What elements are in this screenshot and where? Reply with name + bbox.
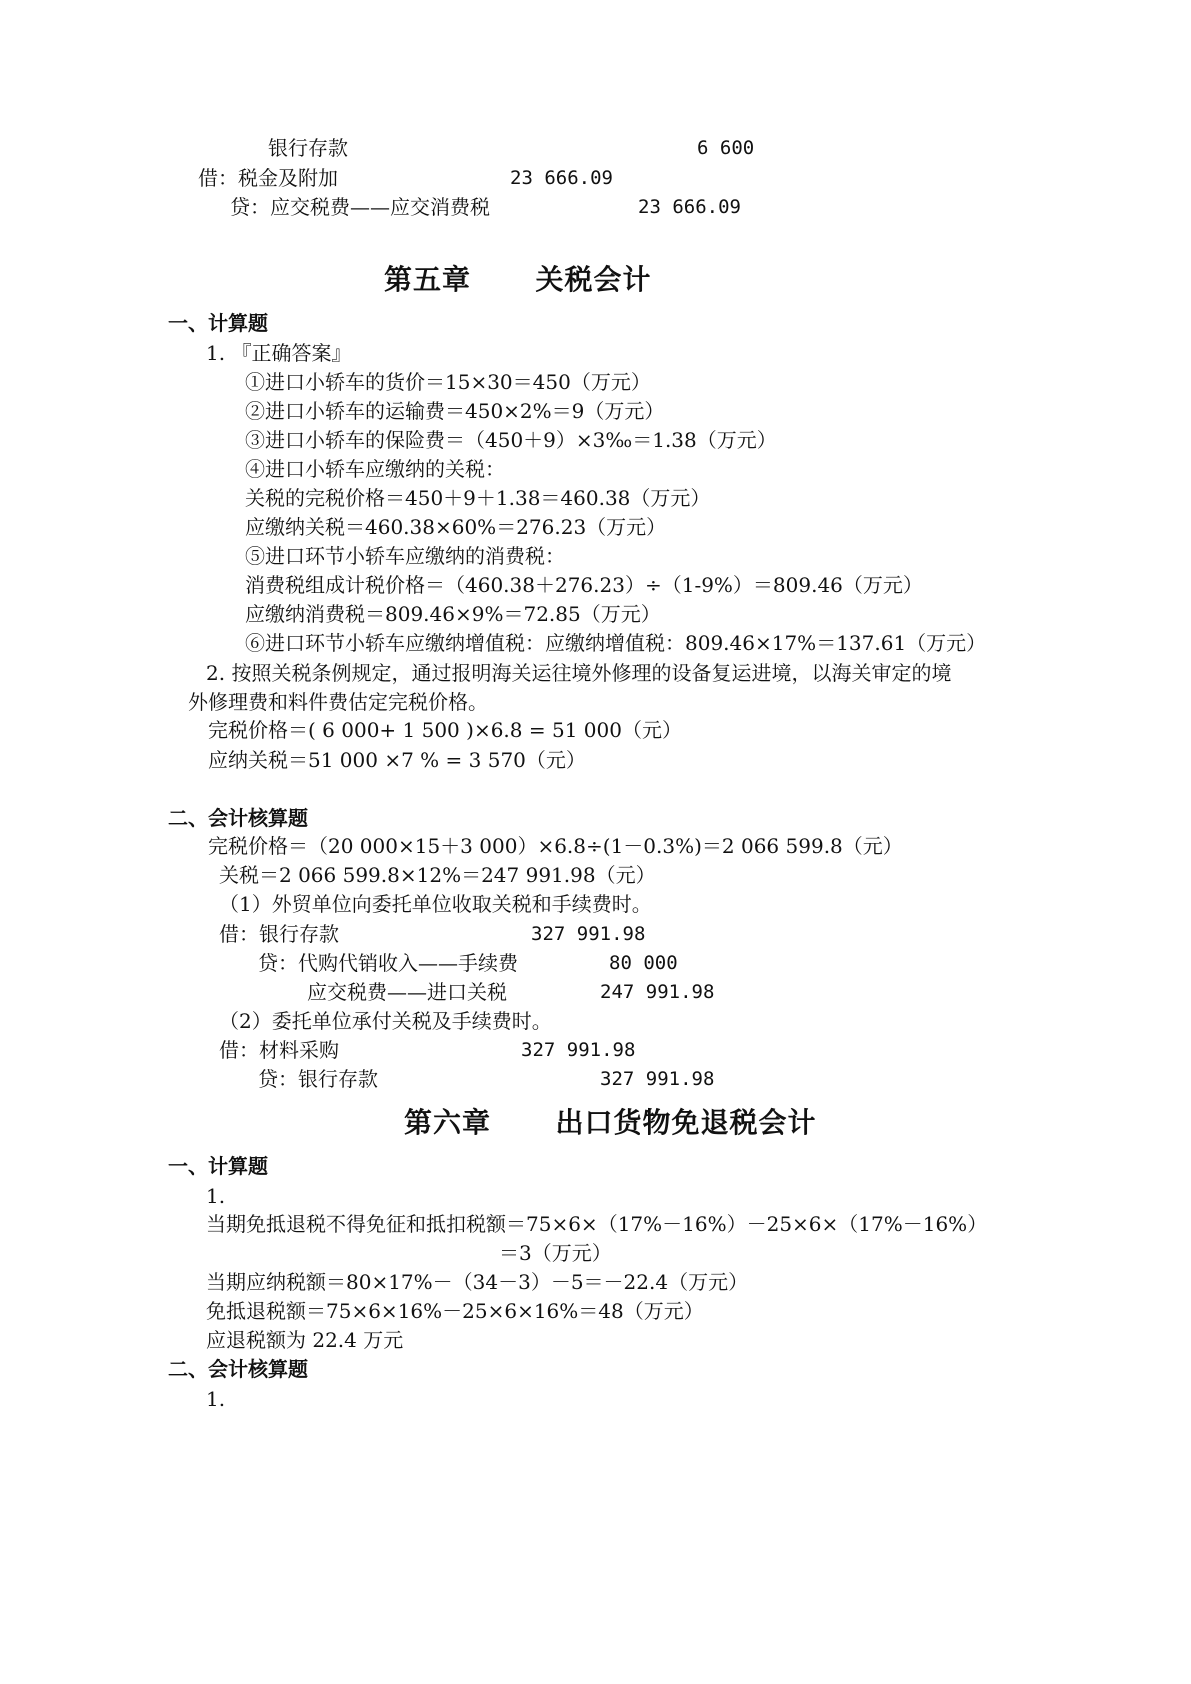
section-heading: 二、会计核算题 xyxy=(168,1357,308,1381)
paragraph-line: 外修理费和料件费估定完税价格。 xyxy=(188,690,488,714)
calc-line: 1. xyxy=(206,1184,226,1208)
section-heading: 一、计算题 xyxy=(168,1154,268,1178)
calc-line: 当期应纳税额＝80×17%－（34－3）－5＝－22.4（万元） xyxy=(206,1270,749,1294)
calc-line: ⑤进口环节小轿车应缴纳的消费税： xyxy=(245,544,565,568)
note-line: （2）委托单位承付关税及手续费时。 xyxy=(219,1009,552,1033)
section-heading: 一、计算题 xyxy=(168,311,268,335)
calc-line: 免抵退税额＝75×6×16%－25×6×16%＝48（万元） xyxy=(206,1299,704,1323)
entry-account: 贷：银行存款 xyxy=(258,1067,378,1091)
entry-account: 贷：代购代销收入——手续费 xyxy=(258,951,518,975)
entry-account: 银行存款 xyxy=(268,136,348,160)
entry-amount: 23 666.09 xyxy=(510,167,613,189)
calc-line: 关税的完税价格＝450＋9＋1.38＝460.38（万元） xyxy=(245,486,711,510)
calc-line: ⑥进口环节小轿车应缴纳增值税：应缴纳增值税：809.46×17%＝137.61（万元） xyxy=(245,631,987,655)
calc-line: 关税＝2 066 599.8×12%＝247 991.98（元） xyxy=(219,863,656,887)
chapter-title: 第六章 出口货物免退税会计 xyxy=(404,1106,817,1139)
entry-amount: 247 991.98 xyxy=(600,981,715,1003)
entry-account: 应交税费——进口关税 xyxy=(307,980,507,1004)
calc-line: ②进口小轿车的运输费＝450×2%＝9（万元） xyxy=(245,399,665,423)
calc-line: 完税价格＝（20 000×15＋3 000）×6.8÷(1－0.3%)＝2 066 599.8（元） xyxy=(208,834,903,858)
calc-line: 消费税组成计税价格＝（460.38＋276.23）÷（1-9%）＝809.46（万元） xyxy=(245,573,923,597)
entry-account: 贷：应交税费——应交消费税 xyxy=(230,195,490,219)
calc-line: 应缴纳消费税＝809.46×9%＝72.85（万元） xyxy=(245,602,661,626)
chapter-title: 第五章 关税会计 xyxy=(384,263,652,296)
entry-account: 借：税金及附加 xyxy=(198,166,338,190)
entry-account: 借：银行存款 xyxy=(219,922,339,946)
calc-line: 应退税额为 22.4 万元 xyxy=(206,1328,404,1352)
calc-line: 应缴纳关税＝460.38×60%＝276.23（万元） xyxy=(245,515,667,539)
entry-amount: 327 991.98 xyxy=(600,1068,715,1090)
calc-line: 当期免抵退税不得免征和抵扣税额＝75×6×（17%－16%）－25×6×（17%－16%） xyxy=(206,1212,988,1236)
entry-account: 借：材料采购 xyxy=(219,1038,339,1062)
answer-line: 1. 『正确答案』 xyxy=(206,341,352,365)
entry-amount: 6 600 xyxy=(697,137,755,159)
calc-line: 完税价格＝( 6 000+ 1 500 )×6.8 = 51 000（元） xyxy=(208,718,682,742)
calc-line: ＝3（万元） xyxy=(499,1241,612,1265)
note-line: （1）外贸单位向委托单位收取关税和手续费时。 xyxy=(219,892,652,916)
entry-amount: 327 991.98 xyxy=(521,1039,636,1061)
calc-line: ③进口小轿车的保险费＝（450＋9）×3‰＝1.38（万元） xyxy=(245,428,777,452)
calc-line: 1. xyxy=(206,1387,226,1411)
entry-amount: 80 000 xyxy=(609,952,678,974)
calc-line: ①进口小轿车的货价＝15×30＝450（万元） xyxy=(245,370,651,394)
entry-amount: 23 666.09 xyxy=(638,196,741,218)
calc-line: 应纳关税＝51 000 ×7 % = 3 570（元） xyxy=(208,748,586,772)
paragraph-line: 2. 按照关税条例规定，通过报明海关运往境外修理的设备复运进境，以海关审定的境 xyxy=(206,661,952,685)
entry-amount: 327 991.98 xyxy=(531,923,646,945)
section-heading: 二、会计核算题 xyxy=(168,806,308,830)
calc-line: ④进口小轿车应缴纳的关税： xyxy=(245,457,505,481)
